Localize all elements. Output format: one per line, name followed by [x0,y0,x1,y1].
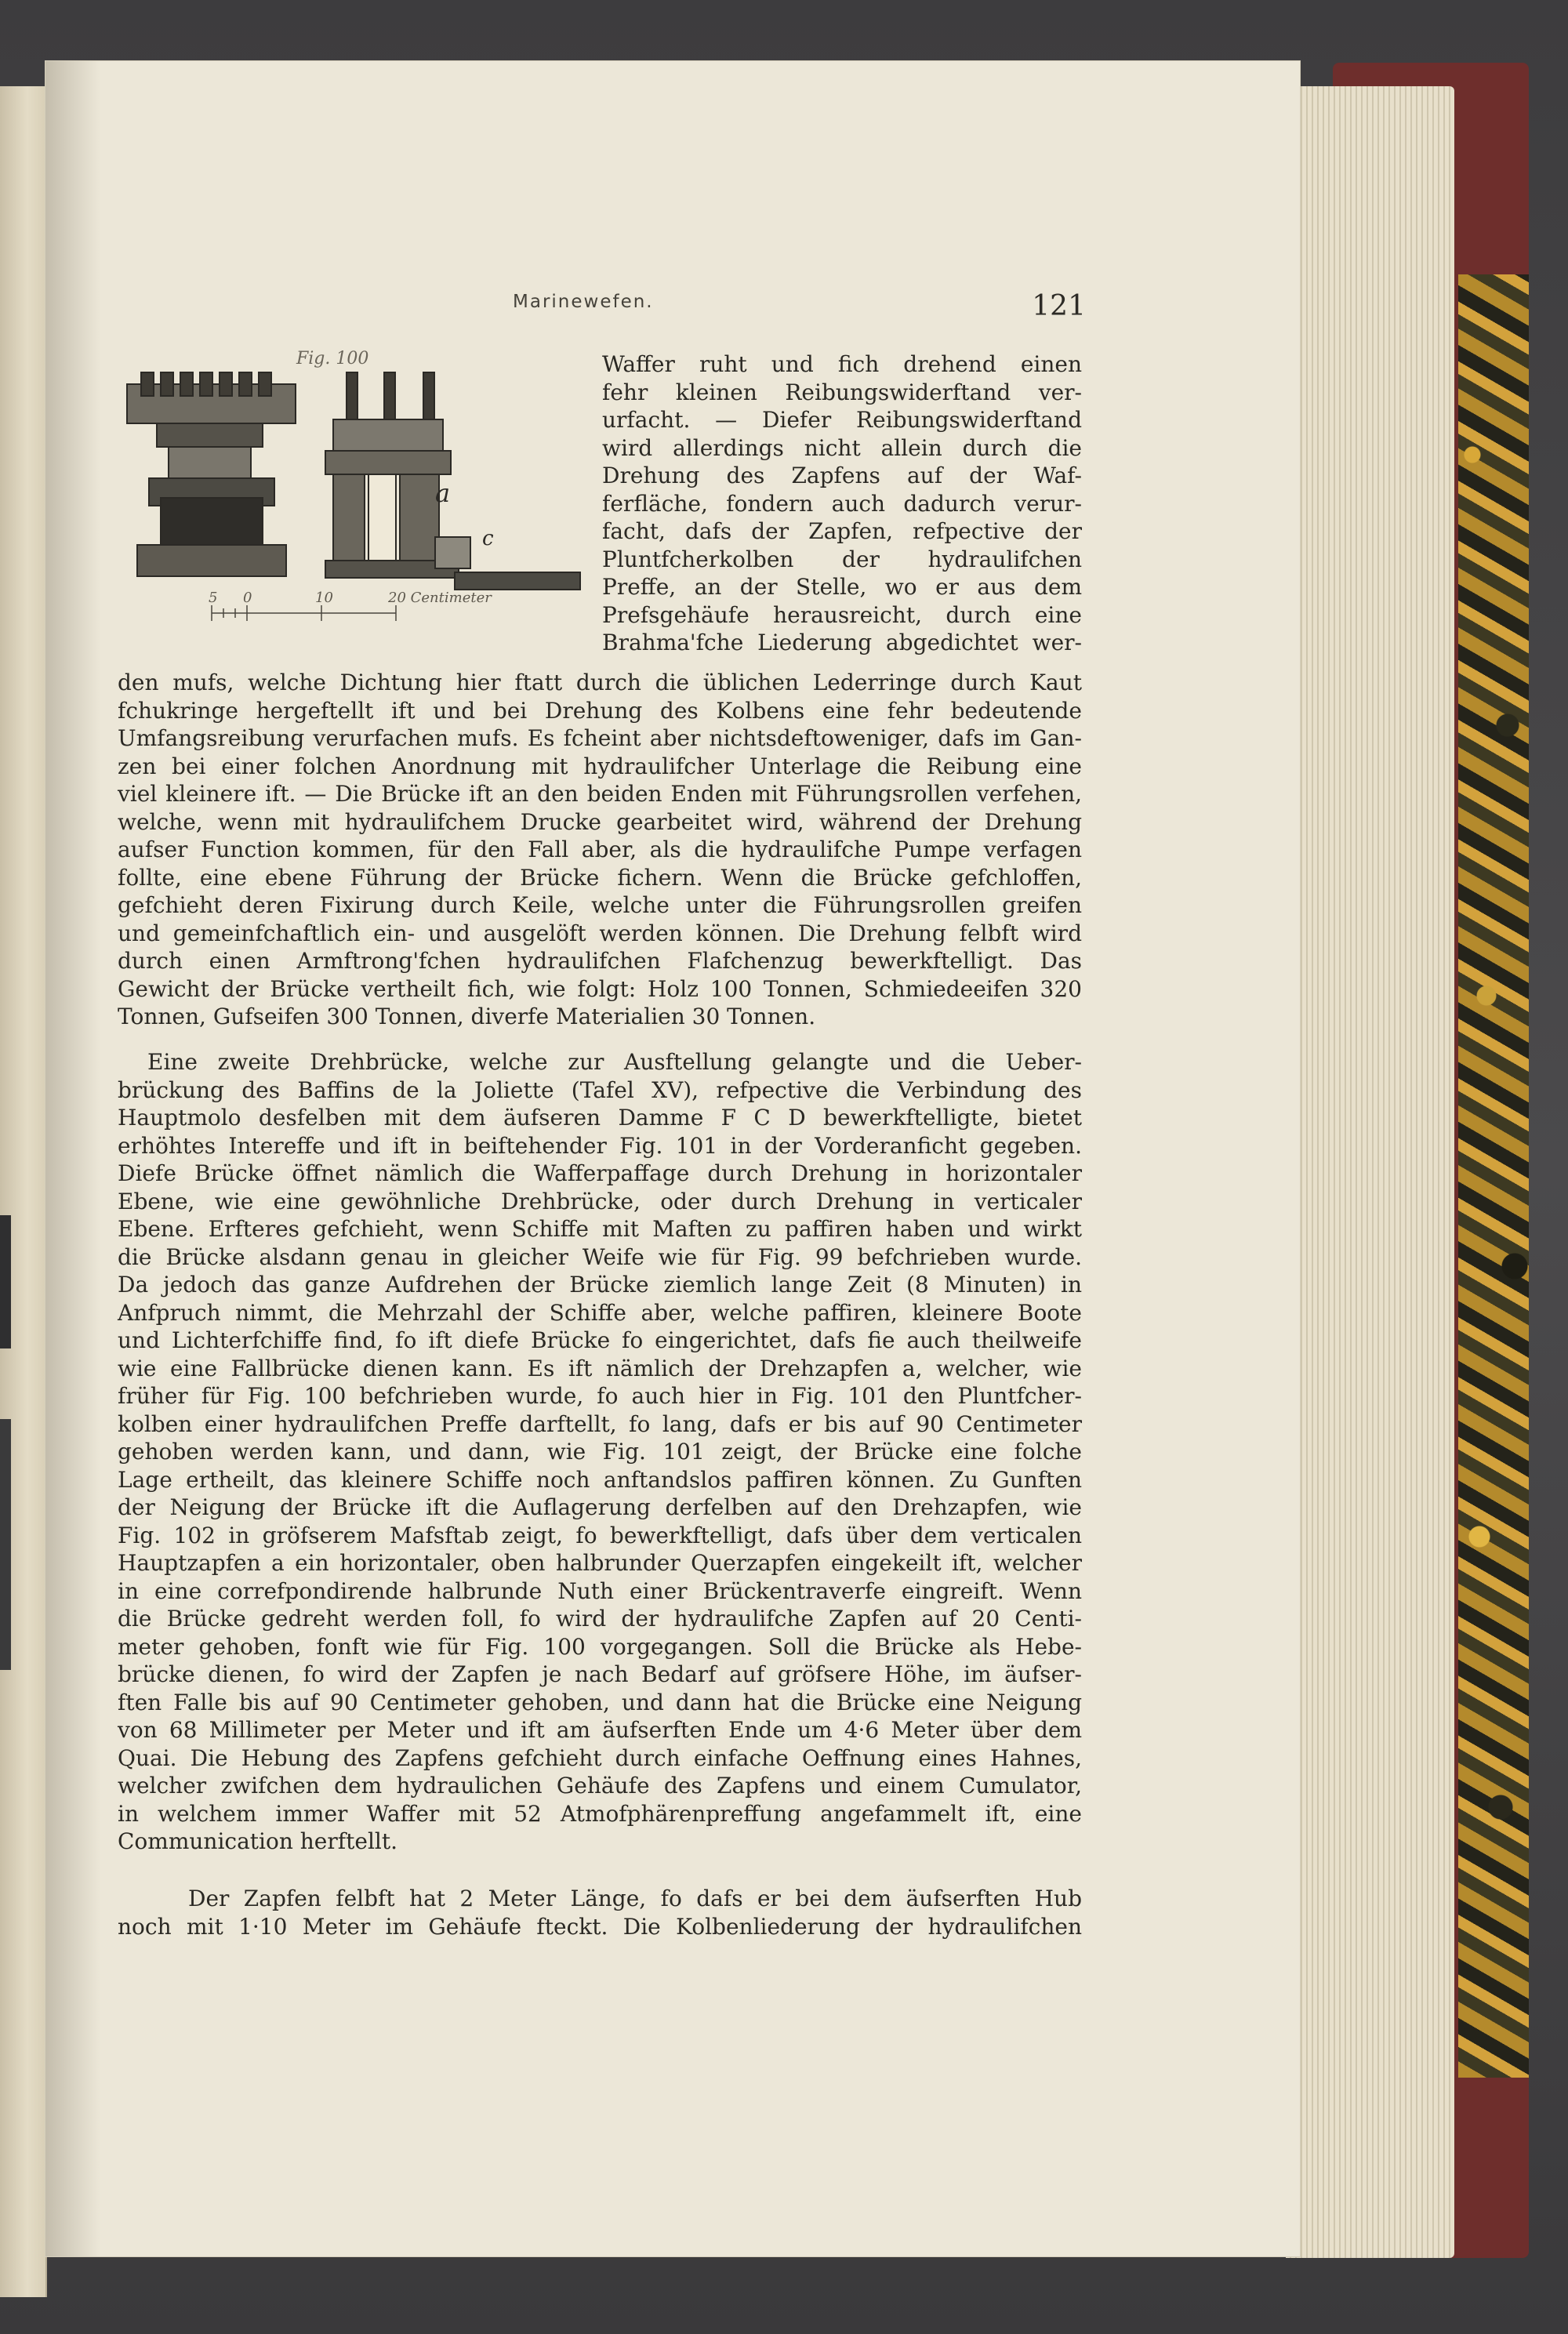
text-line: noch mit 1·10 Meter im Gehäufe fteckt. Die Kolbenliederung der hydraulifchen [118,1913,1082,1940]
text-line: brücke dienen, fo wird der Zapfen je nach Bedarf auf gröfsere Höhe, im äufser- [118,1661,1082,1687]
text-line: erhöhtes Intereffe und ift in beiftehender Fig. 101 in der Vorderanficht gegeben. [118,1132,1082,1159]
text-line: Tonnen, Gufseifen 300 Tonnen, diverfe Materialien 30 Tonnen. [118,1004,816,1029]
text-line: und gemeinfchaftlich ein- und ausgelöft werden können. Die Drehung felbft wird [118,920,1082,946]
text-line: von 68 Millimeter per Meter und ift am äufserften Ende um 4·6 Meter über dem [118,1717,1082,1743]
text-line: Fig. 102 in gröfserem Mafsftab zeigt, fo bewerkftelligt, dafs über dem verticalen [118,1522,1082,1548]
scale-label: 5 [209,590,218,606]
text-line: Diefe Brücke öffnet nämlich die Wafferpaffage durch Drehung in horizontaler [118,1160,1082,1186]
text-line: früher für Fig. 100 befchrieben wurde, fo auch hier in Fig. 101 den Pluntfcher- [118,1383,1082,1409]
text-line: Pluntfcherkolben der hydraulifchen [602,546,1082,572]
left-page-edge [0,86,47,2297]
text-line: in eine correfpondirende halbrunde Nuth einer Brückentraverfe eingreift. Wenn [118,1577,1082,1604]
text-line: Ebene. Erfteres gefchieht, wenn Schiffe mit Maften zu paffiren haben und wirkt [118,1216,1082,1242]
paragraph-1-continued [118,669,1082,1031]
text-line: die Brücke gedreht werden foll, fo wird der hydraulifche Zapfen auf 20 Centi- [118,1606,1082,1632]
figure-label-c: c [482,527,494,550]
text-line: wie eine Fallbrücke dienen kann. Es ift nämlich der Drehzapfen a, welcher, wie [118,1355,1082,1381]
figure-100 [125,349,588,655]
text-line: meter gehoben, fonft wie für Fig. 100 vorgegangen. Soll die Brücke als Hebe- [118,1633,1082,1660]
right-section [325,372,580,590]
text-line: Preffe, an der Stelle, wo er aus dem [602,574,1082,600]
text-line: Der Zapfen felbft hat 2 Meter Länge, fo dafs er bei dem äufserften Hub [188,1886,1082,1911]
text-column-beside-figure [602,350,1082,657]
text-line: viel kleinere ift. — Die Brücke ift an den beiden Enden mit Führungsrollen verfehen, [118,781,1082,807]
text-line: durch einen Armftrong'fchen hydraulifchen Flafchenzug bewerkftelligt. Das [118,948,1082,974]
text-line: gefchieht deren Fixirung durch Keile, welche unter die Führungsrollen greifen [118,892,1082,918]
text-line: Eine zweite Drehbrücke, welche zur Ausftellung gelangte und die Ueber- [147,1049,1082,1075]
text-line: urfacht. — Diefer Reibungswiderftand [602,407,1082,433]
figure-label-a: a [435,478,451,508]
text-line: ferfläche, fondern auch dadurch verur- [602,490,1082,517]
text-line: Ebene, wie eine gewöhnliche Drehbrücke, oder durch Drehung in verticaler [118,1188,1082,1214]
gutter-shadow [45,61,100,2256]
text-line: Anfpruch nimmt, die Mehrzahl der Schiffe aber, welche paffiren, kleinere Boote [118,1299,1082,1326]
marbled-endpaper [1458,274,1529,2078]
scale-bar [212,605,396,621]
text-line: der Neigung der Brücke ift die Auflagerung derfelben auf den Drehzapfen, wie [118,1494,1082,1520]
paragraph-2 [118,1048,1082,1856]
running-head: Marinewefen. [513,292,654,312]
text-line: Communication herftellt. [118,1828,398,1854]
scale-label: 20 Centimeter [388,590,492,606]
text-line: welcher zwifchen dem hydraulichen Gehäufe des Zapfens und einem Cumulator, [118,1773,1082,1799]
text-line: in welchem immer Waffer mit 52 Atmofphärenpreffung angefammelt ift, eine [118,1800,1082,1827]
figure-caption: Fig. 100 [296,349,369,368]
text-line: wird allerdings nicht allein durch die [602,434,1082,461]
text-line: den mufs, welche Dichtung hier ftatt durch die üblichen Lederringe durch Kaut [118,670,1082,695]
text-line: die Brücke alsdann genau in gleicher Weife wie für Fig. 99 befchrieben wurde. [118,1243,1082,1270]
text-line: Prefsgehäufe herausreicht, durch eine [602,601,1082,628]
text-line: zen bei einer folchen Anordnung mit hydraulifcher Unterlage die Reibung eine [118,753,1082,779]
text-line: fchukringe hergeftellt ift und bei Drehung des Kolbens eine fehr bedeutende [118,697,1082,724]
text-line: und Lichterfchiffe find, fo ift diefe Brücke fo eingerichtet, dafs fie auch theilweife [118,1327,1082,1353]
text-line: gehoben werden kann, und dann, wie Fig. 101 zeigt, der Brücke eine folche [118,1439,1082,1465]
left-edge-mark [0,1419,11,1670]
left-edge-mark [0,1215,11,1348]
text-line: Quai. Die Hebung des Zapfens gefchieht durch einfache Oeffnung eines Hahnes, [118,1744,1082,1771]
text-line: Gewicht der Brücke vertheilt fich, wie folgt: Holz 100 Tonnen, Schmiedeeifen 320 [118,975,1082,1002]
text-line: Hauptzapfen a ein horizontaler, oben halbrunder Querzapfen eingekeilt ift, welcher [118,1550,1082,1576]
text-line: brückung des Baffins de la Joliette (Tafel XV), refpective die Verbindung des [118,1076,1082,1103]
text-line: fehr kleinen Reibungswiderftand ver- [602,379,1082,405]
text-line: kolben einer hydraulifchen Preffe darftellt, fo lang, dafs er bis auf 90 Centimeter [118,1410,1082,1437]
paragraph-3 [118,1885,1082,1940]
scale-label: 10 [315,590,333,606]
text-line: Hauptmolo desfelben mit dem äufseren Damme F C D bewerkftelligte, bietet [118,1105,1082,1131]
page-number: 121 [1032,290,1086,322]
text-line: facht, dafs der Zapfen, refpective der [602,518,1082,544]
left-elevation [127,372,296,576]
figure-drawing [125,368,588,635]
text-line: Lage ertheilt, das kleinere Schiffe noch anftandslos paffiren können. Zu Gunften [118,1466,1082,1493]
text-line: ften Falle bis auf 90 Centimeter gehoben, und dann hat die Brücke eine Neigung [118,1689,1082,1715]
text-line: Waffer ruht und fich drehend einen [602,351,1082,377]
scale-label: 0 [243,590,252,606]
text-line: Drehung des Zapfens auf der Waf- [602,463,1082,488]
text-line: welche, wenn mit hydraulifchem Drucke gearbeitet wird, während der Drehung [118,808,1082,835]
text-line: Umfangsreibung verurfachen mufs. Es fcheint aber nichtsdeftoweniger, dafs im Gan- [118,725,1082,751]
text-line: Da jedoch das ganze Aufdrehen der Brücke ziemlich lange Zeit (8 Minuten) in [118,1272,1082,1298]
text-line: follte, eine ebene Führung der Brücke fichern. Wenn die Brücke gefchloffen, [118,864,1082,891]
text-line: Brahma'fche Liederung abgedichtet wer- [602,630,1082,655]
page-stack-edge [1286,86,1454,2258]
text-line: aufser Function kommen, für den Fall aber, als die hydraulifche Pumpe verfagen [118,837,1082,862]
